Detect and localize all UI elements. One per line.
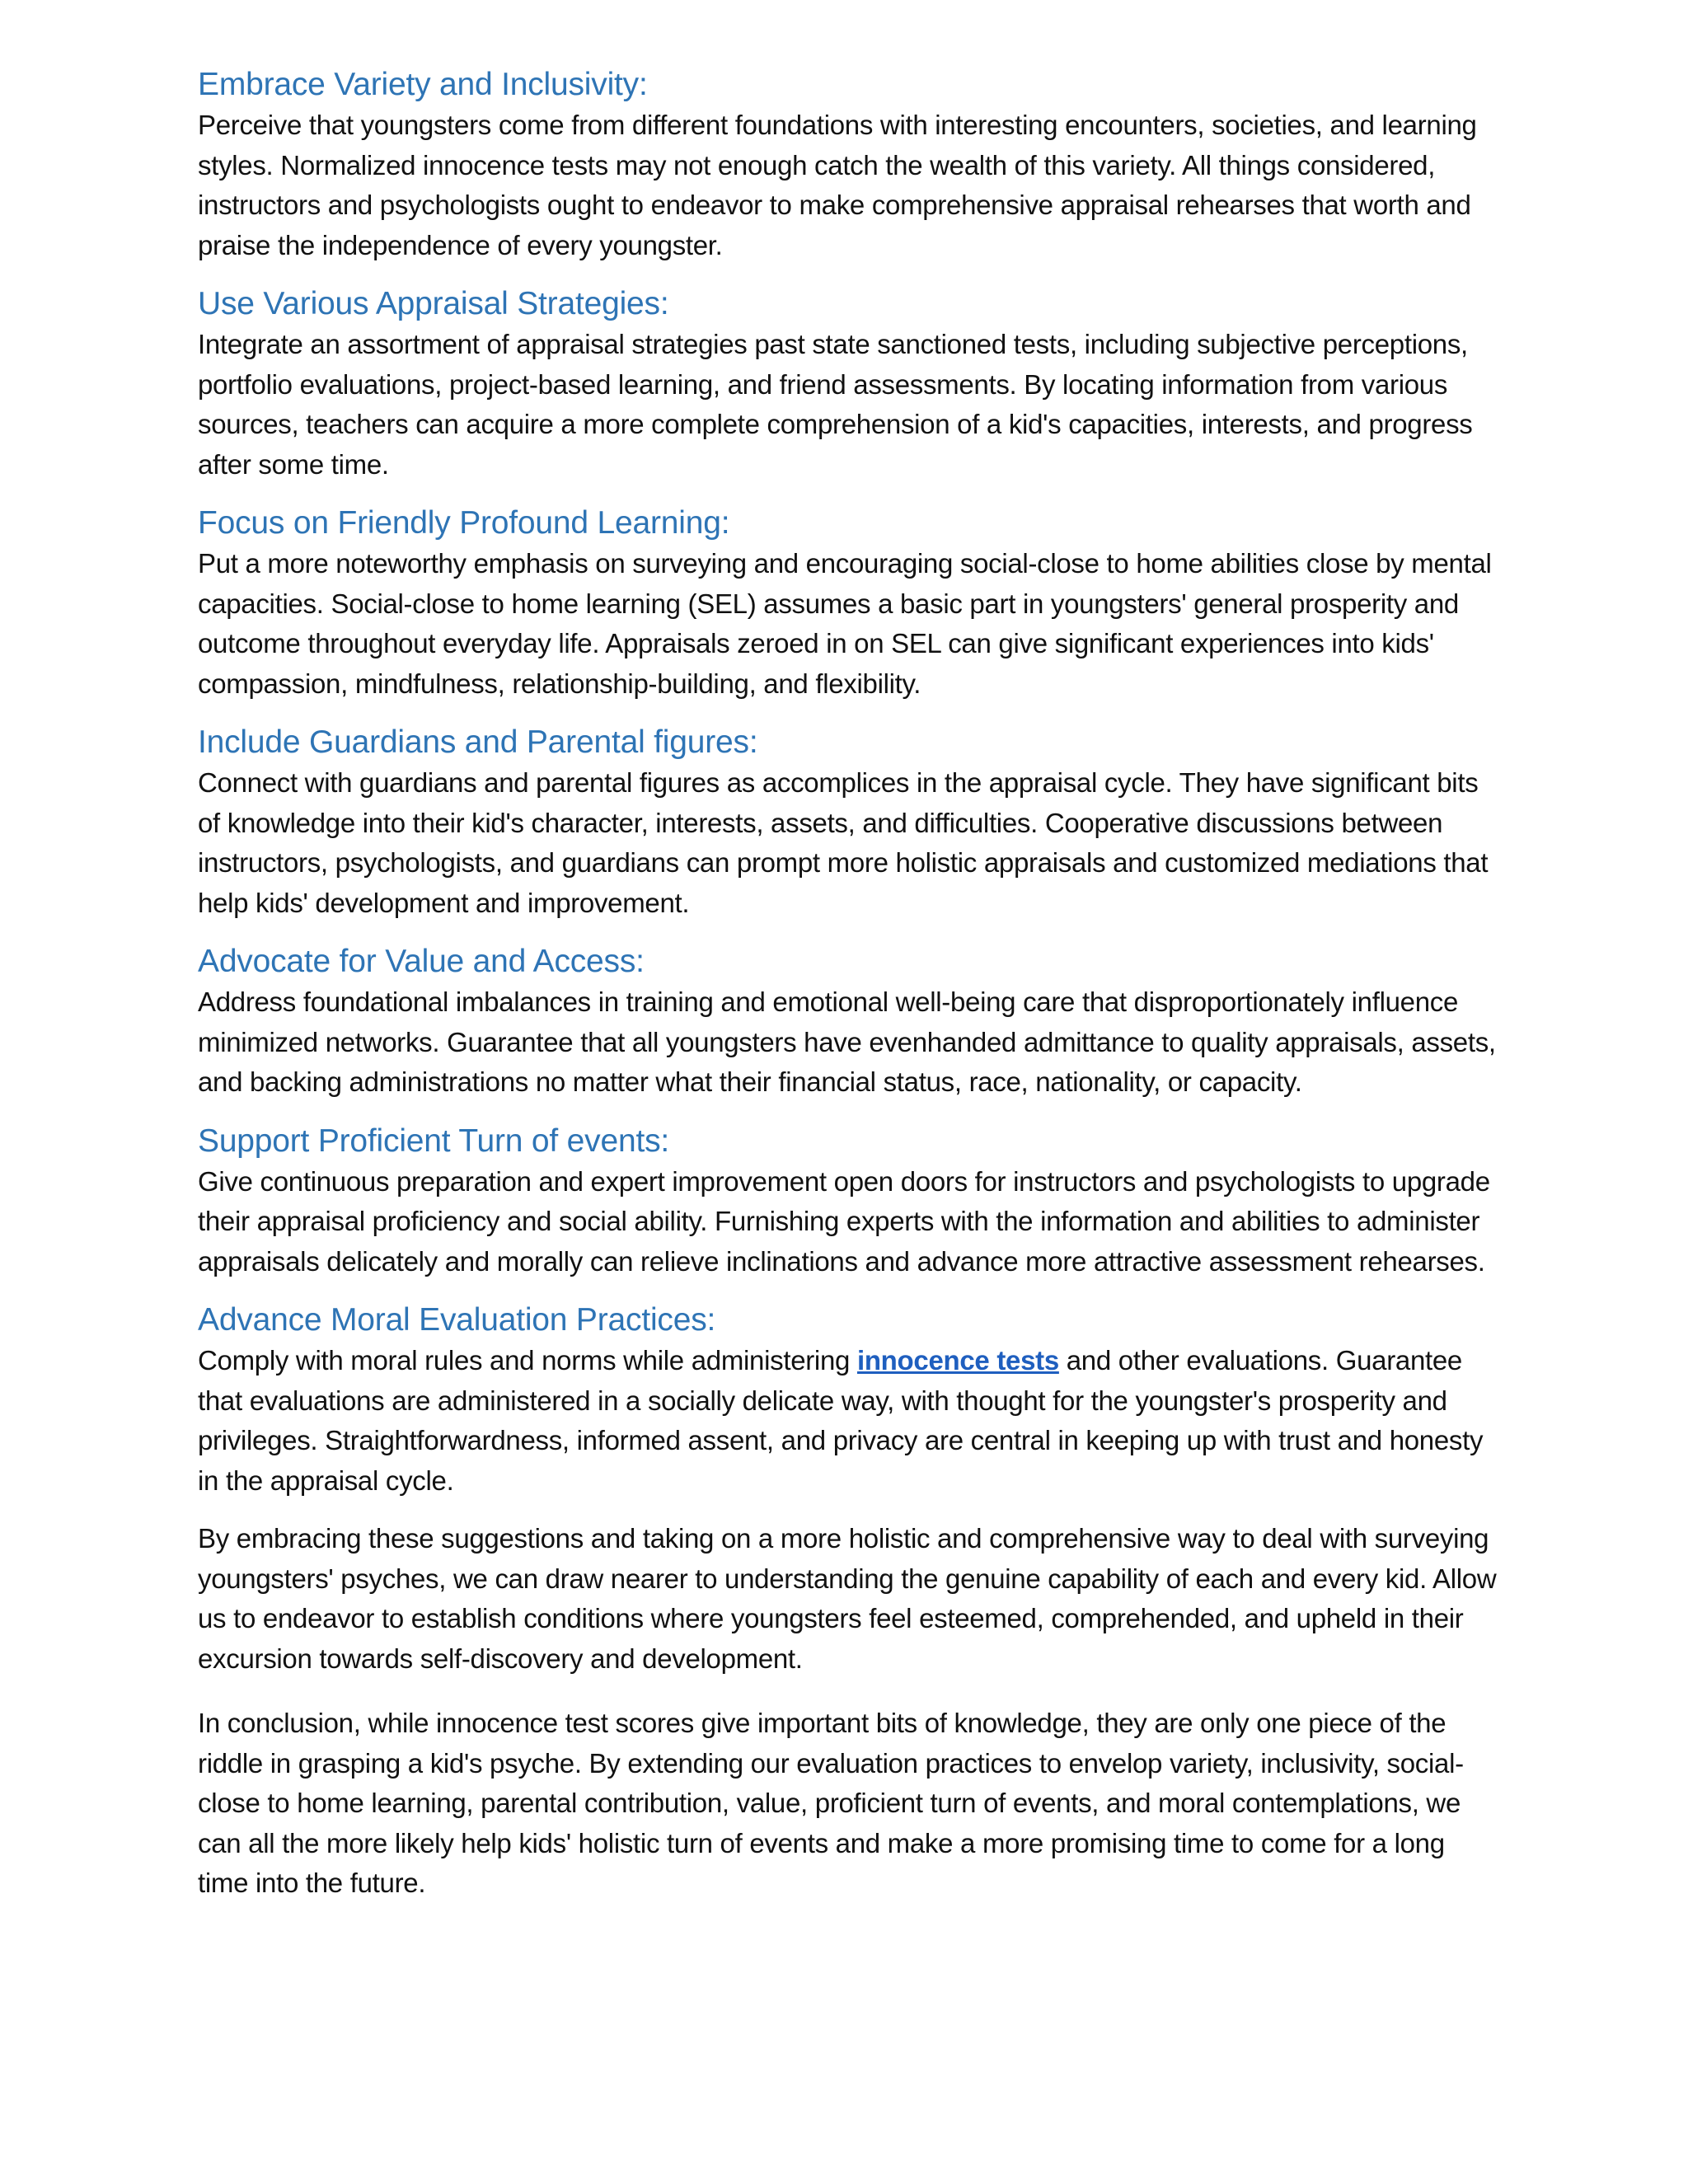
section-heading-profound-learning: Focus on Friendly Profound Learning:: [198, 505, 730, 541]
section-heading-guardians: Include Guardians and Parental figures:: [198, 724, 758, 760]
section-body-moral-evaluation: [198, 1341, 1500, 1501]
document-page: [198, 64, 1500, 1929]
section-heading-moral-evaluation: Advance Moral Evaluation Practices:: [198, 1302, 716, 1338]
section-body-guardians: Connect with guardians and parental figures as accomplices in the appraisal cycle. They have significant bits of knowledge into their kid's character, interests, assets, and difficulties. Cooperative discussions between instructors, psychologists, and guardians can prompt more holistic appraisals and customized mediations that help kids' development and improvement.: [198, 767, 1489, 918]
section-body-embrace-variety: Perceive that youngsters come from different foundations with interesting encounters, societies, and learning styles. Normalized innocence tests may not enough catch the wealth of this variety. All things considered, instructors and psychologists ought to endeavor to make comprehensive appraisal rehearses that worth and praise the independence of every youngster.: [198, 110, 1477, 260]
section-body-appraisal-strategies: Integrate an assortment of appraisal strategies past state sanctioned tests, including subjective perceptions, portfolio evaluations, project-based learning, and friend assessments. By locating information from various sources, teachers can acquire a more complete comprehension of a kid's capacities, interests, and progress after some time.: [198, 329, 1473, 480]
section-heading-value-access: Advocate for Value and Access:: [198, 944, 645, 979]
section-body-profound-learning: Put a more noteworthy emphasis on surveying and encouraging social-close to home abilities close by mental capacities. Social-close to home learning (SEL) assumes a basic part in youngsters' general prosperity and outcome throughout everyday life. Appraisals zeroed in on SEL can give significant experiences into kids' compassion, mindfulness, relationship-building, and flexibility.: [198, 548, 1492, 699]
section-body-value-access: Address foundational imbalances in training and emotional well-being care that disproportionately influence minimized networks. Guarantee that all youngsters have evenhanded admittance to quality appraisals, assets, and backing administrations no matter what their financial status, race, nationality, or capacity.: [198, 987, 1496, 1097]
section-heading-embrace-variety: Embrace Variety and Inclusivity:: [198, 67, 648, 102]
moral-evaluation-text-end: and other evaluations. Guarantee that evaluations are administered in a socially delicate way, with thought for the youngster's prosperity and privileges. Straightforwardness, informed assent, and privacy are central in keeping up with trust and honesty in the appraisal cycle.: [198, 1345, 1484, 1496]
closing-paragraph-conclusion: In conclusion, while innocence test scores give important bits of knowledge, they are only one piece of the riddle in grasping a kid's psyche. By extending our evaluation practices to envelop variety, inclusivity, social-close to home learning, parental contribution, value, proficient turn of events, and moral contemplations, we can all the more likely help kids' holistic turn of events and make a more promising time to come for a long time into the future.: [198, 1708, 1464, 1898]
section-heading-appraisal-strategies: Use Various Appraisal Strategies:: [198, 286, 669, 321]
section-body-proficient-development: Give continuous preparation and expert improvement open doors for instructors and psychologists to upgrade their appraisal proficiency and social ability. Furnishing experts with the information and abilities to administer appraisals delicately and morally can relieve inclinations and advance more attractive assessment rehearses.: [198, 1165, 1490, 1277]
closing-paragraph-suggestions: By embracing these suggestions and taking on a more holistic and comprehensive way to deal with surveying youngsters' psyches, we can draw nearer to understanding the genuine capability of each and every kid. Allow us to endeavor to establish conditions where youngsters feel esteemed, comprehended, and upheld in their excursion towards self-discovery and development.: [198, 1523, 1497, 1674]
section-heading-proficient-development: Support Proficient Turn of events:: [198, 1122, 670, 1159]
innocence-tests-link[interactable]: innocence tests: [856, 1345, 1059, 1376]
moral-evaluation-text-start: Comply with moral rules and norms while administering: [198, 1345, 857, 1376]
